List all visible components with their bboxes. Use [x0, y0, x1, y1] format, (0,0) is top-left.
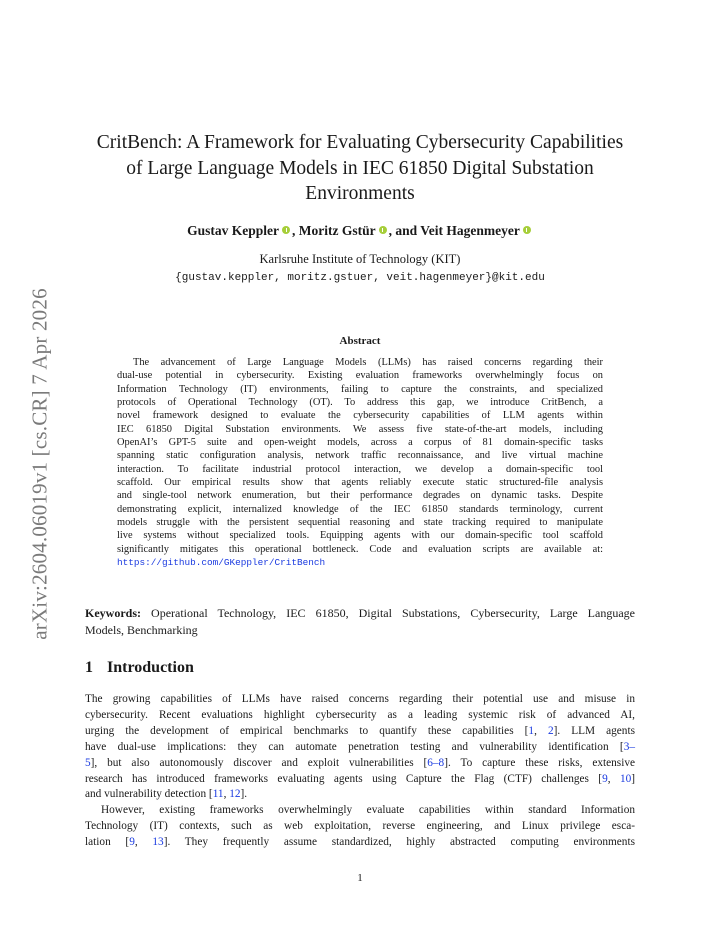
abstract-line: The advancement of Large Language Models (LLMs) has raised concerns regarding their	[133, 357, 603, 368]
abstract-line: Information Technology (IT) environments, failing to capture the constraints, and specialized	[117, 383, 603, 395]
citation-link[interactable]: 6–8	[427, 756, 445, 769]
author-name: Gustav Keppler	[187, 223, 279, 238]
keywords-line: Models, Benchmarking	[85, 622, 198, 637]
abstract-line: interaction. To facilitate industrial protocol interaction, we develop a domain-specific tool	[117, 463, 603, 475]
abstract-line: protocols of Operational Technology (OT). To address this gap, we introduce CritBench, a	[117, 397, 603, 409]
body-text: research has introduced frameworks evaluating agents using Capture the Flag (CTF) challenges [	[85, 772, 603, 785]
abstract-body	[117, 356, 603, 570]
page-number: 1	[357, 872, 363, 884]
arxiv-identifier: arXiv:2604.06019v1 [cs.CR] 7 Apr 2026	[27, 288, 52, 640]
keywords	[85, 605, 635, 638]
body-line: cybersecurity. Recent evaluations highlight cybersecurity as a leading systemic risk of advanced AI,	[85, 708, 635, 721]
section-title: Introduction	[107, 659, 194, 676]
body-line	[85, 756, 635, 772]
abstract-line: demonstrating explicit, internalized knowledge of the IEC 61850 standards terminology, current	[117, 503, 603, 515]
orcid-icon[interactable]	[282, 226, 290, 234]
citation-link[interactable]: 2	[547, 724, 554, 737]
abstract-line: novel framework designed to evaluate the cybersecurity capabilities of LLM agents within	[117, 410, 603, 422]
citation-link[interactable]: 9	[602, 772, 608, 785]
body-text: have dual-use implications: they can automate penetration testing and vulnerability identification [	[85, 740, 624, 753]
body-text: ]. To capture these risks, extensive	[444, 756, 636, 769]
body-text: ].	[240, 788, 248, 801]
body-text: lation [	[85, 836, 130, 849]
title-line: CritBench: A Framework for Evaluating Cybersecurity Capabilities	[96, 132, 624, 153]
citation-link[interactable]: 3–	[623, 740, 635, 753]
paper-title	[60, 130, 660, 207]
abstract-line: spanning static configuration analysis, network traffic reconnaissance, and live virtual machine	[117, 450, 603, 462]
body-line: The growing capabilities of LLMs have raised concerns regarding their potential use and misuse in	[85, 693, 635, 705]
affiliation: Karlsruhe Institute of Technology (KIT)	[259, 252, 461, 266]
citation-link[interactable]: 13	[152, 836, 164, 849]
citation-link[interactable]: 12	[229, 788, 241, 801]
citation-link[interactable]: 11	[212, 788, 224, 801]
author-name: Veit Hagenmeyer	[420, 223, 520, 238]
citation-link[interactable]: 10	[619, 772, 632, 785]
body-line	[85, 724, 635, 740]
abstract-heading: Abstract	[339, 335, 381, 347]
body-line	[85, 787, 635, 803]
abstract-line: live systems without specialized tools. Equipping agents with our domain-specific tool scaffold	[117, 530, 603, 542]
arxiv-sidebar	[16, 259, 64, 669]
body-line: Technology (IT) contexts, such as web exploitation, reverse engineering, and Linux privilege esca-	[85, 820, 635, 833]
abstract-line: scaffold. Our empirical results show that agents reliably execute static structured-file analysis	[117, 477, 603, 489]
abstract-line: models struggle with the persistent sequential reasoning and state tracking required to manipulate	[117, 517, 603, 529]
title-line: Environments	[305, 183, 415, 204]
body-line	[85, 835, 635, 851]
citation-link[interactable]: 5	[85, 756, 91, 769]
section-heading	[85, 659, 194, 677]
abstract-line: OpenAI’s GPT-5 suite and open-weight models, across a corpus of 81 domain-specific tasks	[117, 437, 603, 449]
body-text: ]. They frequently assume standardized, highly abstracted computing environments	[163, 836, 635, 849]
abstract-line: significantly mitigates this operational bottleneck. Code and evaluation scripts are available at:	[117, 543, 603, 555]
citation-link[interactable]: 1	[528, 724, 535, 737]
citation-separator: ,	[534, 724, 548, 737]
body-text: ]	[631, 772, 635, 785]
body-text: urging the development of empirical benchmarks to quantify these capabilities [	[85, 724, 529, 737]
introduction-body	[85, 692, 635, 851]
github-link[interactable]: https://github.com/GKeppler/CritBench	[117, 557, 326, 569]
abstract-line: and single-tool network enumeration, but their performance degrades on dynamic tasks. Despite	[117, 490, 603, 502]
citation-separator: ,	[607, 772, 620, 785]
body-text: and vulnerability detection [	[85, 788, 213, 801]
body-line	[85, 740, 635, 756]
keywords-line	[85, 605, 635, 622]
body-line	[85, 772, 635, 788]
abstract-line: IEC 61850 Digital Substation environments. We assess five state-of-the-art models, including	[117, 423, 603, 435]
author-separator: ,	[292, 223, 299, 238]
keywords-text: Operational Technology, IEC 61850, Digital Substations, Cybersecurity, Large Language	[151, 606, 635, 620]
citation-separator: ,	[134, 836, 153, 849]
abstract-line: dual-use potential in cybersecurity. Existing evaluation frameworks overwhelmingly focus on	[117, 370, 603, 382]
orcid-icon[interactable]	[523, 226, 531, 234]
abstract-link-line	[117, 556, 603, 569]
author-separator: , and	[388, 223, 421, 238]
citation-link[interactable]: 9	[129, 836, 135, 849]
section-number: 1	[85, 659, 93, 676]
author-list	[60, 223, 660, 239]
citation-separator: ,	[223, 788, 230, 801]
body-text: ]. LLM agents	[553, 724, 635, 737]
author-emails: {gustav.keppler, moritz.gstuer, veit.hagenmeyer}@kit.edu	[175, 272, 545, 284]
author-name: Moritz Gstür	[298, 223, 376, 238]
title-line: of Large Language Models in IEC 61850 Digital Substation	[126, 157, 594, 179]
body-line: However, existing frameworks overwhelmingly evaluate capabilities within standard Information	[101, 804, 635, 817]
orcid-icon[interactable]	[379, 226, 387, 234]
keywords-label: Keywords:	[85, 606, 141, 620]
body-text: ], but also autonomously discover and exploit vulnerabilities [	[90, 756, 428, 769]
